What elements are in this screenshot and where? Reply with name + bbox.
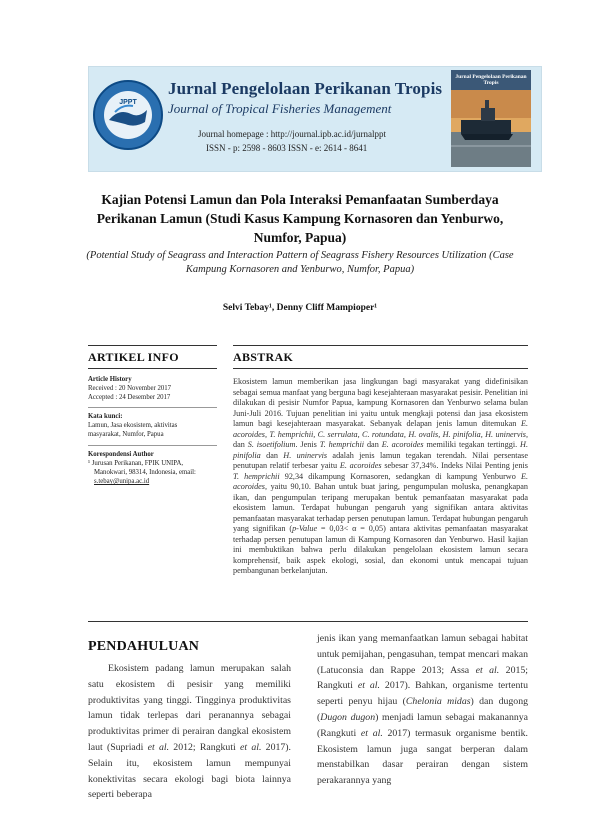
article-info-heading: ARTIKEL INFO — [88, 350, 179, 364]
abstract-part: dan — [260, 450, 284, 460]
intro-text: 2015; Rangkuti — [317, 664, 528, 692]
correspondence-line-1: ¹ Jurusan Perikanan, FPIK UNIPA, — [88, 460, 184, 467]
abstract-part: . Jenis — [295, 440, 320, 449]
p-value-label: p-Value — [292, 524, 318, 533]
intro-italic: et al. — [475, 664, 500, 676]
article-title-english: (Potential Study of Seagrass and Interaction Pattern of Seagrass Fishery Resources Utilization (Case Kampung Kornasoren and Yenburwo, Numfor, Papua) — [86, 250, 514, 275]
intro-text: 2017) termasuk organisme bentik. Ekosistem lamun juga sangat berperan dalam menstabilkan dasar perairan dengan sistem perakarannya yang — [317, 727, 528, 787]
abstract-part: yaitu 90,10. Bahan untuk buat jaring, pengumpulan moluska, penangkapan ikan, dan pengumpulan teripang merupakan bentuk pemanfaatan masyarakat pada ekosistem lamun. Terdapat hubungan pengaruh yang signifikan antara aktivitas pemanfaatan masyarakat terhadap persen penutupan lamun. Terdapat hubungan pengaruh yang signifikan ( — [233, 482, 528, 533]
introduction-column-1 — [88, 661, 291, 803]
correspondence-block — [88, 450, 218, 486]
correspondence-line-2: Manokwari, 98314, Indonesia, email: — [94, 469, 196, 476]
species-name: H. pinifolia — [233, 440, 529, 460]
article-history — [88, 375, 218, 402]
introduction-column-2 — [317, 631, 528, 789]
species-name: E. acoroides — [381, 440, 424, 449]
abstract-heading: ABSTRAK — [233, 350, 294, 364]
intro-italic: et al. — [357, 680, 380, 692]
intro-text: Ekosistem padang lamun merupakan salah satu ekosistem di pesisir yang memiliki produktivitas yang tinggi. Tingginya produktivitas lamun tidak terlepas dari peranannya sebagai produktivitas primer di perairan dangkal ekosistem laut (Supriadi — [88, 663, 291, 753]
info-heading-rule — [88, 368, 217, 369]
species-name: H. uninervis — [283, 450, 328, 460]
intro-italic: et al. — [147, 741, 170, 753]
intro-text: jenis ikan yang memanfaatkan lamun sebagai habitat untuk pemijahan, pengasuhan, tempat mencari makan (Latuconsia dan Rappe 2013; Assa — [317, 633, 528, 676]
intro-text: 2017). Selain itu, ekosistem lamun mempunyai konektivitas secara ekologi bagi biota lainnya seperti beberapa — [88, 741, 291, 801]
abstract-part: adalah jenis lamun tegakan terendah. Nilai persentase penutupan relatif terbesar yaitu — [233, 450, 529, 470]
intro-text: ) dan dugong ( — [317, 696, 528, 723]
intro-text: 2017). Bahkan, organisme tertentu seperti penyu hijau ( — [317, 680, 528, 708]
keywords-line-1: Lamun, Jasa ekosistem, aktivitas — [88, 422, 178, 429]
cover-ship-image — [451, 90, 531, 167]
logo-text: JPPT — [119, 99, 137, 106]
species-name: E. acoroides, T. hemprichii, C. serrulata, C. rotundata, H. ovalis, H. pinifolia, H. uninervis, — [233, 419, 528, 439]
species-name: S. isoetifolium — [247, 440, 296, 449]
journal-logo — [93, 80, 163, 150]
abstract-part: = 0,03< α = 0,05) antara aktivitas pemanfaatan masyarakat terhadap persen penutupan lamun di Kampung Kornasoren dan Yenburwo. Hasil kajian ini membuktikan bahwa perlu dilakukan pengelolaan ekosistem lamun secara komprehensif, baik aspek ekologi, sosial, dan ekonomi untuk mencapai tujuan pembangunan berkelanjutan. — [233, 524, 528, 575]
abstract-bottom-rule — [88, 621, 528, 622]
keywords-line-2: masyarakat, Numfor, Papua — [88, 431, 164, 438]
info-top-rule — [88, 345, 217, 346]
abstract-part: sebesar 37,34%. Indeks Nilai Penting jenis — [381, 461, 528, 470]
keywords-block — [88, 412, 218, 439]
journal-cover — [451, 70, 531, 167]
species-name: T. hemprichii — [319, 440, 365, 449]
cover-title: Jurnal Pengelolaan Perikanan Tropis — [455, 74, 527, 87]
abstract-part: dan — [233, 440, 248, 449]
intro-text: ) menjadi lamun sebagai makanannya (Rangkuti — [317, 711, 528, 739]
species-name: E. acoroides — [339, 461, 382, 470]
journal-logo-graphic — [95, 82, 161, 148]
intro-italic: et al. — [240, 741, 262, 753]
journal-subtitle: Journal of Tropical Fisheries Management — [168, 101, 392, 116]
abstract-top-rule — [233, 345, 528, 346]
species-name: E. acoroides, — [233, 471, 528, 491]
keywords-label: Kata kunci: — [88, 413, 123, 420]
abstract-part: dan — [364, 440, 382, 449]
abstract-part: 92,34 dikampung Kornasoren, sedangkan di kampung Yenburwo — [279, 471, 521, 481]
intro-italic: Dugon dugon — [320, 711, 376, 723]
abstract-text — [233, 377, 528, 577]
correspondence-label: Korespondensi Author — [88, 451, 154, 458]
journal-title: Jurnal Pengelolaan Perikanan Tropis — [168, 79, 443, 98]
abstract-part: memiliki tegakan tertinggi. — [423, 440, 521, 449]
intro-italic: et al. — [360, 727, 383, 739]
correspondence-email[interactable]: s.tebay@unipa.ac.id — [94, 478, 150, 485]
abstract-part: Ekosistem lamun memberikan jasa lingkungan bagi masyarakat yang didefinisikan sebagai semua manfaat yang berguna bagi kesejahteraan masyarakat pesisir. Penelitian ini dilakukan di pesisir Numfor Papua, kampung Kornasoren dan Yenburwo selama bulan Juni-Juli 2016. Tujuan penelitian ini yaitu untuk mengkaji potensi dan jasa ekosistem lamun bagi kesejahteraan masyarakat. Sebanyak delapan jenis lamun ditemukan — [233, 377, 528, 428]
history-label: Article History — [88, 376, 132, 383]
intro-italic: Chelonia midas — [405, 696, 471, 708]
info-divider-1 — [88, 407, 217, 408]
accepted-date: Accepted : 24 Desember 2017 — [88, 394, 171, 401]
intro-text: 2012; Rangkuti — [169, 741, 241, 753]
journal-issn: ISSN - p: 2598 - 8603 ISSN - e: 2614 - 8641 — [206, 143, 368, 153]
journal-homepage[interactable]: Journal homepage : http://journal.ipb.ac.id/jurnalppt — [198, 129, 386, 139]
abstract-heading-rule — [233, 368, 528, 369]
received-date: Received : 20 November 2017 — [88, 385, 172, 392]
article-authors: Selvi Tebay¹, Denny Cliff Mampioper¹ — [222, 303, 378, 313]
article-title: Kajian Potensi Lamun dan Pola Interaksi Pemanfaatan Sumberdaya Perikanan Lamun (Studi Kasus Kampung Kornasoren dan Yenburwo, Numfor, Papua) — [96, 192, 504, 245]
info-divider-2 — [88, 445, 217, 446]
species-name: T. hemprichii — [233, 471, 280, 481]
introduction-heading: PENDAHULUAN — [88, 639, 200, 654]
journal-header — [88, 66, 542, 172]
